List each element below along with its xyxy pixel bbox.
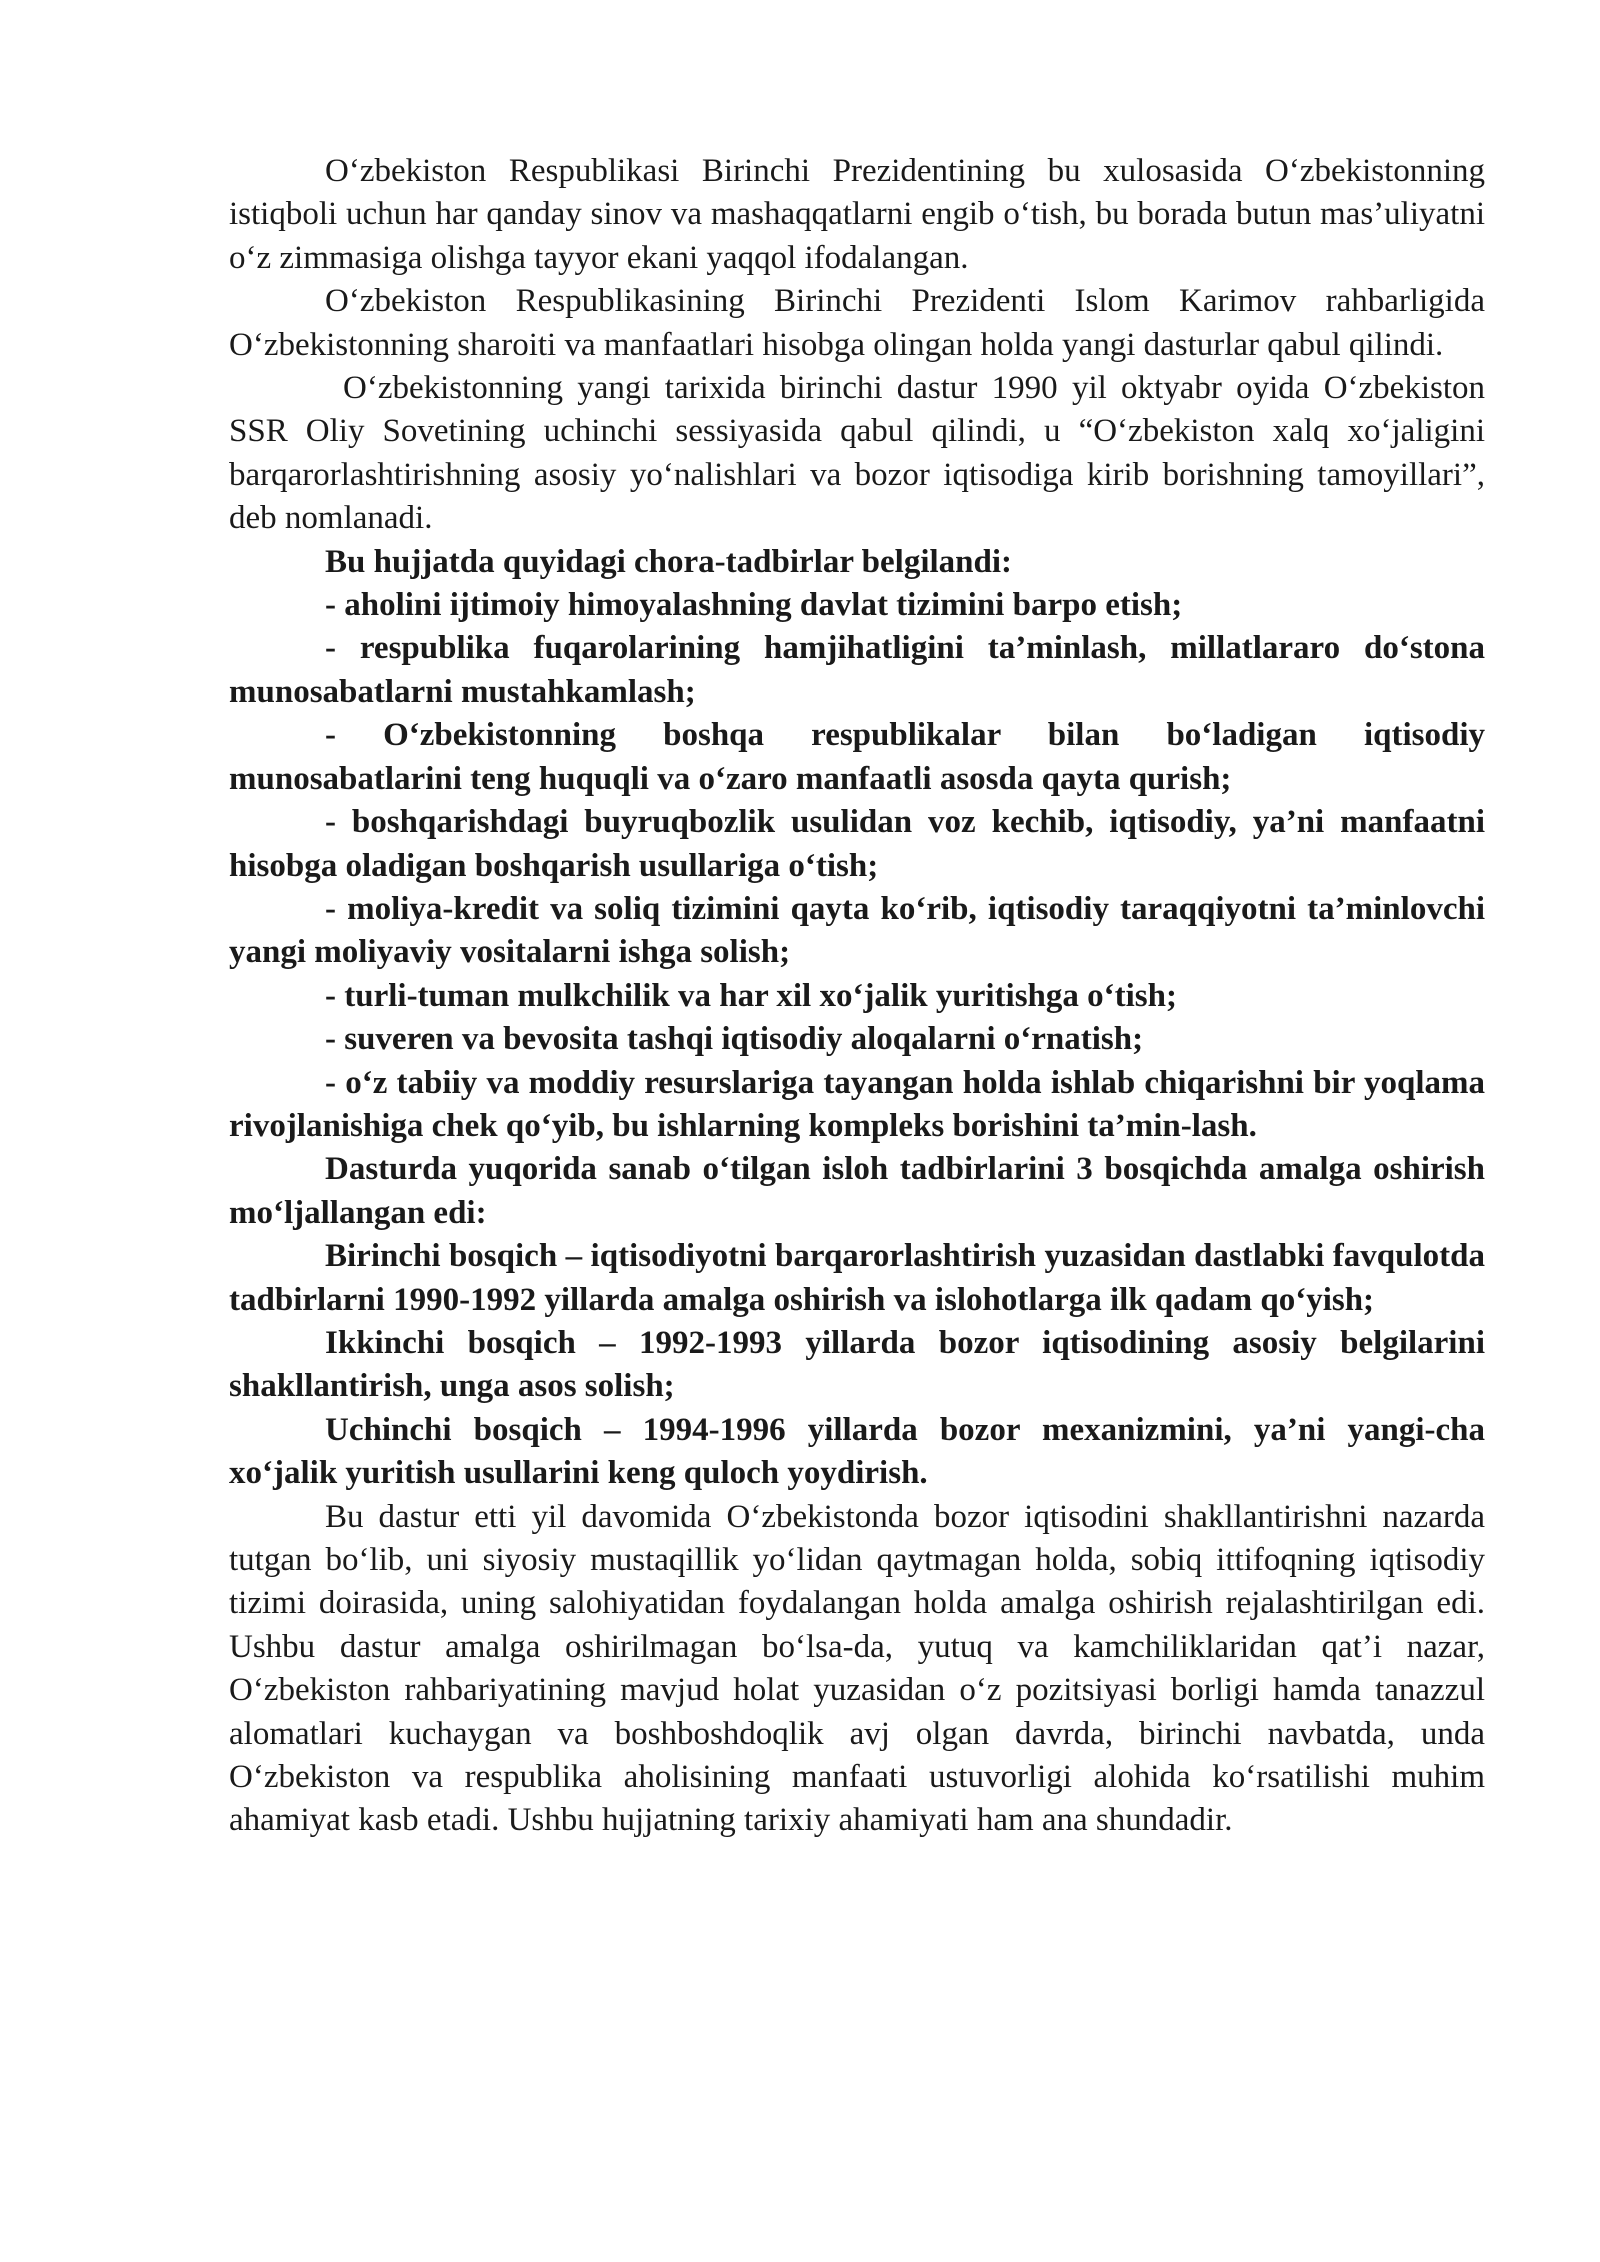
list-item: - turli-tuman mulkchilik va har xil xo‘jalik yuritishga o‘tish;: [325, 977, 1177, 1014]
stage-paragraph: Birinchi bosqich – iqtisodiyotni barqarorlashtirish yuzasidan dastlabki favqulotda tadbirlarni 1990-1992 yillarda amalga oshirish va islohotlarga ilk qadam qo‘yish;: [229, 1238, 1485, 1318]
list-item: - O‘zbekistonning boshqa respublikalar bilan bo‘ladigan iqtisodiy munosabatlarini teng huquqli va o‘zaro manfaatli asosda qayta qurish;: [229, 717, 1485, 797]
list-item: - respublika fuqarolarining hamjihatligini ta’minlash, millatlararo do‘stona munosabatlarni mustahkamlash;: [229, 630, 1485, 710]
document-body: [229, 150, 1485, 1843]
stage-paragraph: Uchinchi bosqich – 1994-1996 yillarda bozor mexanizmini, ya’ni yangi-cha xo‘jalik yuritish usullarini keng quloch yoydirish.: [229, 1411, 1485, 1492]
list-heading: Bu hujjatda quyidagi chora-tadbirlar belgilandi:: [325, 543, 1013, 580]
paragraph: Bu dastur etti yil davomida O‘zbekistonda bozor iqtisodini shakllantirishni nazarda tutgan bo‘lib, uni siyosiy mustaqillik yo‘lidan qaytmagan holda, sobiq ittifoqning iqtisodiy tizimi doirasida, uning salohiyatidan foydalangan holda amalga oshirish rejalashtirilgan edi. Ushbu dastur amalga oshirilmagan bo‘lsa-da, yutuq va kamchiliklaridan qat’i nazar, O‘zbekiston rahbariyatining mavjud holat yuzasidan o‘z pozitsiyasi borligi hamda tanazzul alomatlari kuchaygan va boshboshdoqlik avj olgan davrda, birinchi navbatda, unda O‘zbekiston va respublika aholisining manfaati ustuvorligi alohida ko‘rsatilishi muhim ahamiyat kasb etadi. Ushbu hujjatning tarixiy ahamiyati ham ana shundadir.: [229, 1498, 1485, 1839]
stage-paragraph: Ikkinchi bosqich – 1992-1993 yillarda bozor iqtisodining asosiy belgilarini shakllantirish, unga asos solish;: [229, 1324, 1485, 1405]
paragraph: O‘zbekiston Respublikasi Birinchi Prezidentining bu xulosasida O‘zbekistonning istiqboli uchun har qanday sinov va mashaqqatlarni engib o‘tish, bu borada butun mas’uliyatni o‘z zimmasiga olishga tayyor ekani yaqqol ifodalangan.: [229, 153, 1485, 276]
list-item: - boshqarishdagi buyruqbozlik usulidan voz kechib, iqtisodiy, ya’ni manfaatni hisobga oladigan boshqarish usullariga o‘tish;: [229, 804, 1485, 884]
list-item: - o‘z tabiiy va moddiy resurslariga tayangan holda ishlab chiqarishni bir yoqlama rivojlanishiga chek qo‘yib, bu ishlarning kompleks borishini ta’min-lash.: [229, 1064, 1485, 1144]
paragraph: O‘zbekiston Respublikasining Birinchi Prezidenti Islom Karimov rahbarligida O‘zbekistonning sharoiti va manfaatlari hisobga olingan holda yangi dasturlar qabul qilindi.: [229, 283, 1485, 363]
paragraph: O‘zbekistonning yangi tarixida birinchi dastur 1990 yil oktyabr oyida O‘zbekiston SSR Oliy Sovetining uchinchi sessiyasida qabul qilindi, u “O‘zbekiston xalq xo‘jaligini barqarorlashtirishning asosiy yo‘nalishlari va bozor iqtisodiga kirib borishning tamoyillari”, deb nomlanadi.: [229, 370, 1485, 537]
list-item: - suveren va bevosita tashqi iqtisodiy aloqalarni o‘rnatish;: [325, 1021, 1144, 1058]
list-item: - moliya-kredit va soliq tizimini qayta ko‘rib, iqtisodiy taraqqiyotni ta’minlovchi yangi moliyaviy vositalarni ishga solish;: [229, 890, 1485, 971]
paragraph: Dasturda yuqorida sanab o‘tilgan isloh tadbirlarini 3 bosqichda amalga oshirish mo‘ljallangan edi:: [229, 1151, 1485, 1231]
list-item: - aholini ijtimoiy himoyalashning davlat tizimini barpo etish;: [325, 587, 1183, 624]
